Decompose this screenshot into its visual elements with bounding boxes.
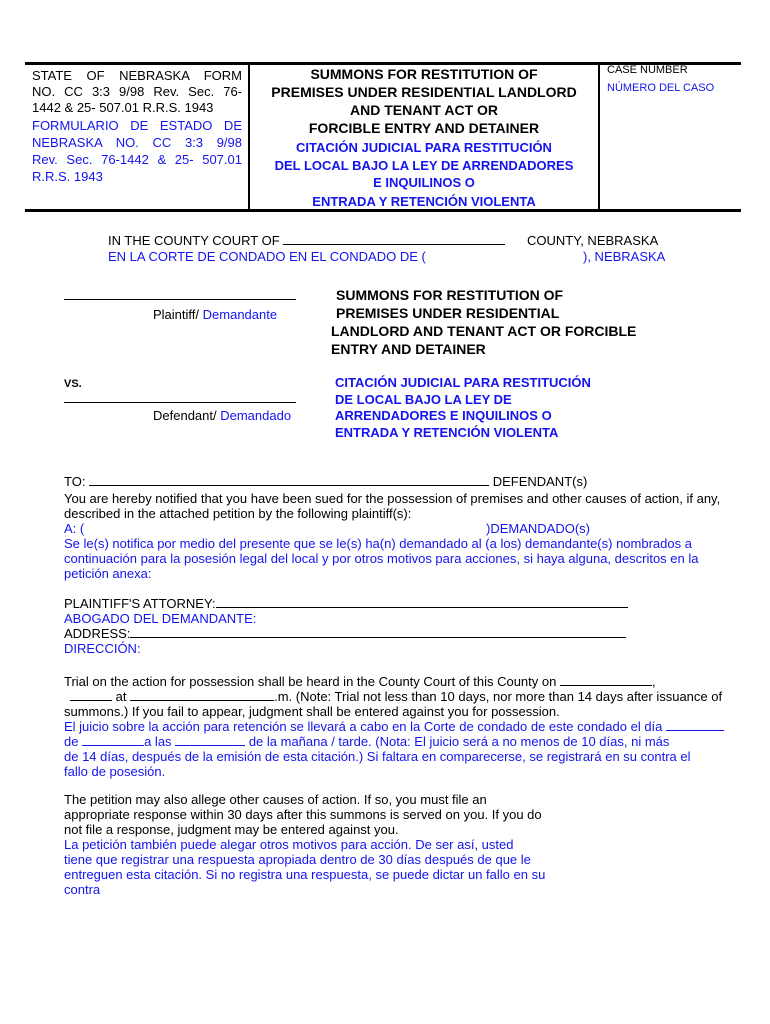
trial-line-1: Trial on the action for possession shall be heard in the County Court of this County on , — [64, 674, 656, 689]
summons-form-page: STATE OF NEBRASKA FORM NO. CC 3:3 9/98 Rev. Sec. 76- 1442 & 25- 507.01 R.R.S. 1943 FORMULARIO DE ESTADO DE NEBRASKA NO. CC 3:3 9/98 Rev. Sec. 76-1442 & 25- 507.01 R.R.S. 1943 SUMMONS FOR RESTITUTION OF PREMISES UNDER RESIDENTIAL LANDLORD AND TENANT ACT OR FORCIBLE ENTRY AND DETAINER CITACIÓN JUDICIAL PARA RESTITUCIÓN DEL LOCAL BAJO LA LEY DE ARRENDADORES E INQUILINOS O ENTRADA Y RETENCIÓN VIOLENTA CASE NUMBER NÚMERO DEL CASO IN THE COUNTY COURT OF COUNTY, NEBRASKA EN LA CORTE DE CONDADO EN EL CONDADO DE ( ), NEBRASKA Plaintiff/ Demandante VS. Defendant/ Demandado SUMMONS FOR RESTITUTION OF PREMISES UNDER RESIDENTIAL LANDLORD AND TENANT ACT OR FORCIBLE ENTRY AND DETAINER CITACIÓN JUDICIAL PARA RESTITUCIÓN DE LOCAL BAJO LA LEY DE ARRENDADORES E INQUILINOS O ENTRADA Y RETENCIÓN VIOLENTA TO: DEFENDANT(s) You are hereby notified that you have been sued for the possession of premises and other causes of action, if any, described in the attached petition by the following plaintiff(s): A: ( )DEMANDADO(s) Se le(s) notifica por medio del presente que se le(s) ha(n) demandado al (a los) demandante(s) nombrados a continuación para la posesión legal del local y por otros motivos para acciones, si haya alguna, descritos en la petición anexa: PLAINTIFF'S ATTORNEY: ABOGADO DEL DEMANDANTE: ADDRESS: DIRECCIÓN: Trial on the action for possession shall be heard in the County Court of this County on , at .m. (Note: Trial not less than 10 days, nor more than 14 days after issuance of summons.) If you fail to appear, judgment shall be entered against you for possession. El juicio sobre la acción para retención se llevará a cabo en la Corte de condado de este condado el día de a las de la mañana / tarde. (Nota: El juicio será a no menos de 10 días, ni más de 14 días, después de la emisión de esta citación.) Si faltara en comparecerse, se registrará en su contra el fallo de posesión. The petition may also allege other causes of action. If so, you must file an appropriate response within 30 days after this summons is served on you. If you do not file a response, judgment may be entered against you. La petición también puede alegar otros motivos para acción. De ser así, usted tiene que registrar una respuesta apropiada dentro de 30 días después de que le entreguen esta citación. Si no registra una respuesta, se puede dictar un fallo en su contra — [0, 0, 770, 1024]
trial-line-3: summons.) If you fail to appear, judgment shall be entered against you for possession. — [64, 704, 560, 719]
trial-date-field[interactable] — [560, 674, 652, 686]
trial-line-2: at .m. (Note: Trial not less than 10 days, nor more than 14 days after issuance of — [64, 689, 722, 704]
attorney-label-es: ABOGADO DEL DEMANDANTE: — [64, 611, 257, 626]
defendant-name-field[interactable] — [89, 474, 489, 486]
notice-text: described in the attached petition by the following plaintiff(s): — [64, 506, 412, 521]
notice-text-es: petición anexa: — [64, 566, 152, 581]
trial-year-field[interactable] — [70, 689, 112, 701]
defendant-label: Defendant/ Demandado — [153, 408, 292, 423]
bottom-rule — [25, 209, 741, 212]
case-number-label: CASE NUMBER — [607, 64, 688, 76]
response-text-es: contra — [64, 882, 101, 897]
court-suffix-es: ), NEBRASKA — [583, 249, 666, 264]
trial-day-field-es[interactable] — [666, 719, 724, 731]
divider — [598, 62, 600, 212]
response-text-es: tiene que registrar una respuesta apropiada dentro de 30 días después de que le — [64, 852, 531, 867]
trial-es-4: fallo de posesión. — [64, 764, 166, 779]
trial-time-field[interactable] — [130, 689, 274, 701]
a-label: A: ( — [64, 521, 85, 536]
plaintiff-field[interactable] — [64, 288, 296, 300]
vs-label: VS. — [64, 378, 82, 390]
county-field[interactable] — [283, 233, 505, 245]
court-line-en: IN THE COUNTY COURT OF — [108, 233, 505, 248]
to-line: TO: DEFENDANT(s) — [64, 474, 588, 489]
trial-es-2: de a las de la mañana / tarde. (Nota: El juicio será a no menos de 10 días, ni más — [64, 734, 670, 749]
response-text: not file a response, judgment may be entered against you. — [64, 822, 399, 837]
response-text: appropriate response within 30 days after this summons is served on you. If you do — [64, 807, 542, 822]
address-label-es: DIRECCIÓN: — [64, 641, 141, 656]
notice-text: You are hereby notified that you have been sued for the possession of premises and other causes of action, if any, — [64, 491, 721, 506]
trial-es-1: El juicio sobre la acción para retención se llevará a cabo en la Corte de condado de este condado el día — [64, 719, 724, 734]
attorney-field[interactable] — [216, 596, 628, 608]
notice-text-es: Se le(s) notifica por medio del presente que se le(s) ha(n) demandado al (a los) demandante(s) nombrados a — [64, 536, 692, 551]
address-field[interactable] — [130, 626, 626, 638]
demandados-label: )DEMANDADO(s) — [486, 521, 590, 536]
defendant-field[interactable] — [64, 391, 296, 403]
court-line-es: EN LA CORTE DE CONDADO EN EL CONDADO DE ( — [108, 249, 426, 264]
trial-month-field-es[interactable] — [82, 734, 144, 746]
trial-time-field-es[interactable] — [175, 734, 245, 746]
response-text: The petition may also allege other causes of action. If so, you must file an — [64, 792, 487, 807]
court-suffix: COUNTY, NEBRASKA — [527, 233, 659, 248]
address-line: ADDRESS: — [64, 626, 626, 641]
plaintiff-label: Plaintiff/ Demandante — [153, 307, 278, 322]
attorney-line: PLAINTIFF'S ATTORNEY: — [64, 596, 628, 611]
response-text-es: entreguen esta citación. Si no registra una respuesta, se puede dictar un fallo en su — [64, 867, 546, 882]
response-text-es: La petición también puede alegar otros motivos para acción. De ser así, usted — [64, 837, 514, 852]
notice-text-es: continuación para la posesión legal del local y por otros motivos para acciones, si haya alguna, descritos en la — [64, 551, 699, 566]
case-number-field[interactable] — [607, 100, 737, 205]
case-number-label-es: NÚMERO DEL CASO — [607, 82, 715, 94]
trial-es-3: de 14 días, después de la emisión de esta citación.) Si faltara en comparecerse, se registrará en su contra el — [64, 749, 691, 764]
